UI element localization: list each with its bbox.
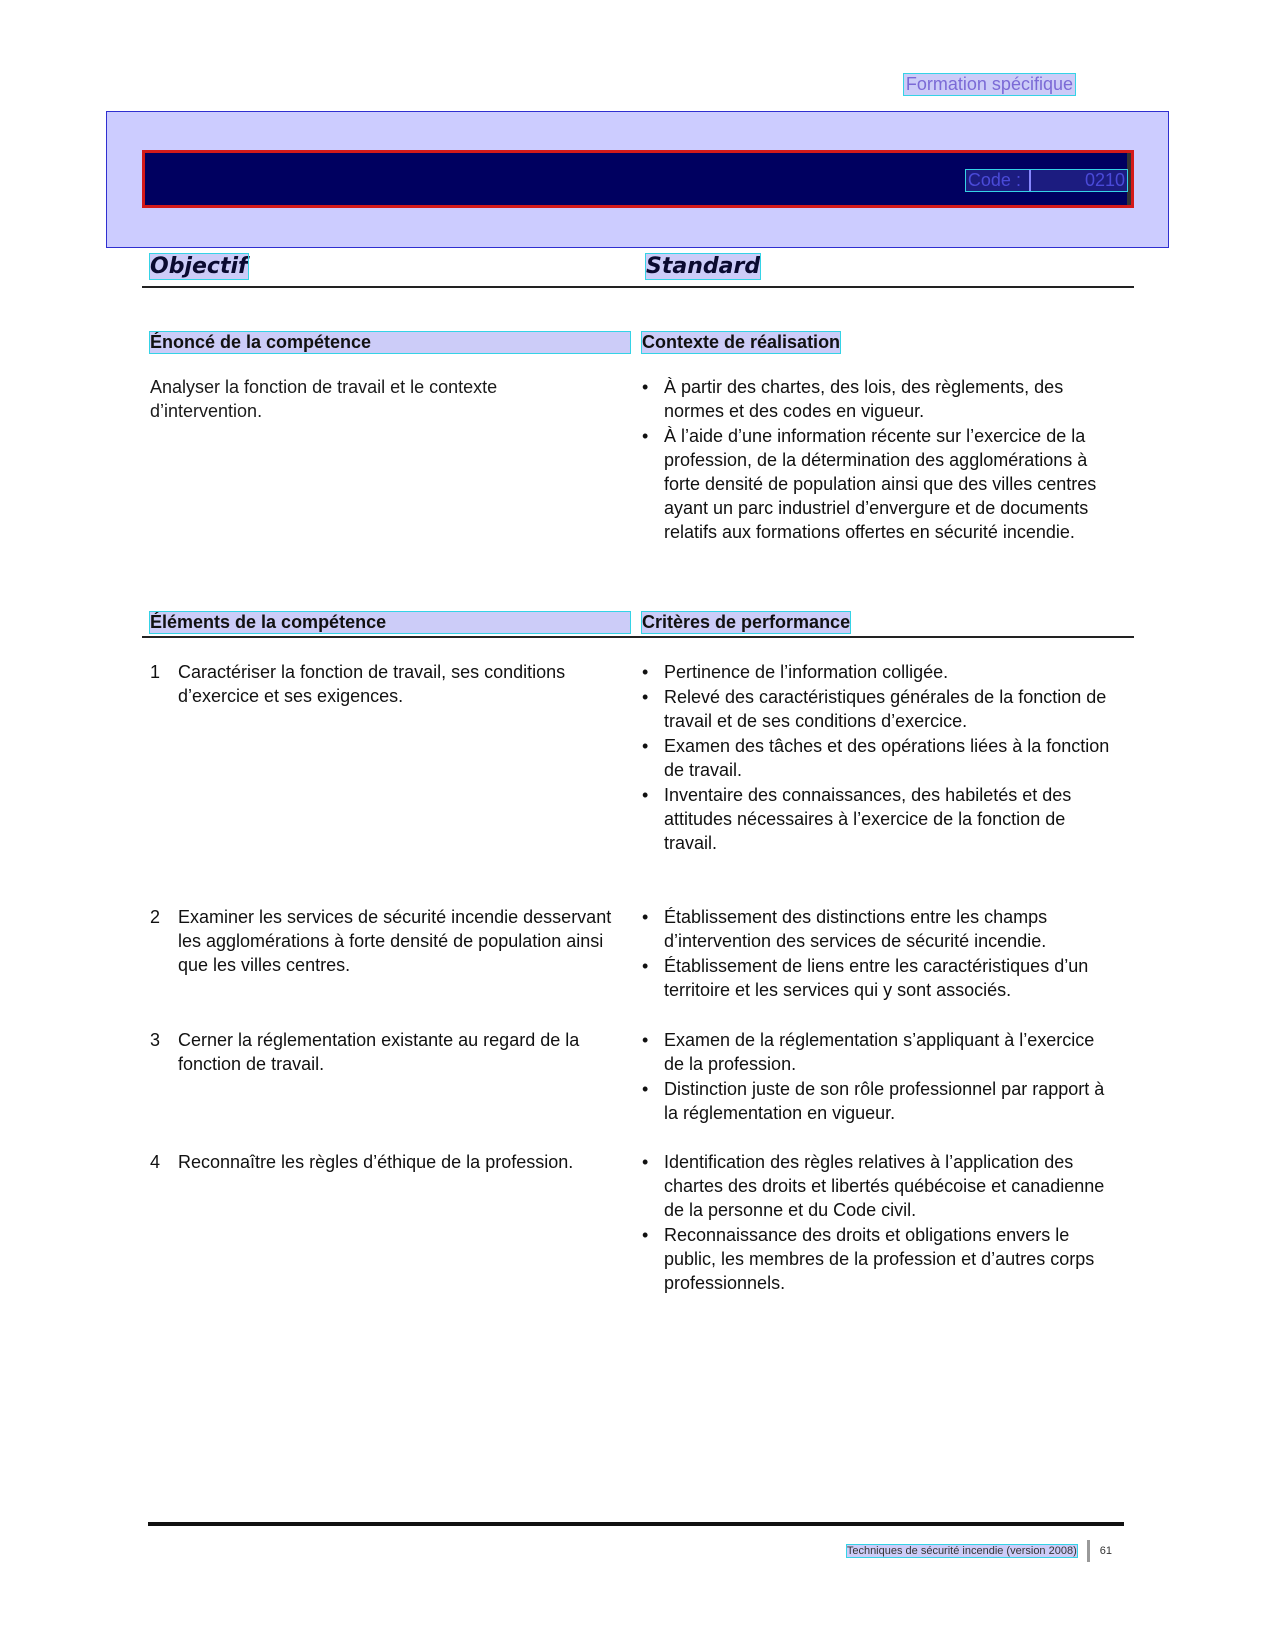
element-text: Examiner les services de sécurité incendie desservant les agglomérations à forte densité de population ainsi que les villes centres. bbox=[178, 907, 612, 975]
context-item: • À partir des chartes, des lois, des règlements, des normes et des codes en vigueur. bbox=[642, 375, 1112, 423]
element-item-4 bbox=[150, 1150, 630, 1174]
context-item: • À l’aide d’une information récente sur l’exercice de la profession, de la détermination des agglomérations à forte densité de population ainsi que des villes centres ayant un parc industriel d’envergure et de documents relatifs aux formations offertes en sécurité incendie. bbox=[642, 424, 1112, 544]
criterion: • Établissement de liens entre les caractéristiques d’un territoire et les services qui y sont associés. bbox=[642, 954, 1112, 1002]
criterion: • Inventaire des connaissances, des habiletés et des attitudes nécessaires à l’exercice de la fonction de travail. bbox=[642, 783, 1112, 855]
footer-rule bbox=[148, 1522, 1124, 1526]
criterion: • Relevé des caractéristiques générales de la fonction de travail et de ses conditions d’exercice. bbox=[642, 685, 1112, 733]
context-list bbox=[642, 375, 1112, 545]
code-label: Code : bbox=[967, 170, 1021, 190]
criterion: • Identification des règles relatives à l’application des chartes des droits et libertés québécoise et canadienne de la personne et du Code civil. bbox=[642, 1150, 1112, 1222]
section-label: Formation spécifique bbox=[905, 74, 1073, 94]
context-heading: Contexte de réalisation bbox=[642, 332, 841, 352]
elements-heading: Éléments de la compétence bbox=[150, 612, 630, 633]
competency-code bbox=[966, 170, 1127, 191]
element-number: 4 bbox=[150, 1152, 161, 1172]
criteria-list-4 bbox=[642, 1150, 1112, 1296]
criteria-list-1 bbox=[642, 660, 1112, 856]
element-text: Caractériser la fonction de travail, ses conditions d’exercice et ses exigences. bbox=[178, 662, 566, 706]
footer-separator bbox=[1087, 1540, 1090, 1562]
footer-program: Techniques de sécurité incendie (version 2008) bbox=[846, 1545, 1077, 1557]
element-text: Cerner la réglementation existante au regard de la fonction de travail. bbox=[178, 1030, 580, 1074]
element-number: 1 bbox=[150, 662, 161, 682]
column-heading-standard: Standard bbox=[646, 254, 761, 279]
criterion: • Examen des tâches et des opérations liées à la fonction de travail. bbox=[642, 734, 1112, 782]
element-text: Reconnaître les règles d’éthique de la profession. bbox=[178, 1152, 574, 1172]
column-heading-objectif: Objectif bbox=[150, 254, 248, 279]
page-footer bbox=[847, 1540, 1112, 1562]
code-separator bbox=[1029, 170, 1035, 191]
element-item-2 bbox=[150, 905, 630, 977]
elements-rule bbox=[142, 636, 1134, 638]
element-number: 3 bbox=[150, 1030, 161, 1050]
element-item-3 bbox=[150, 1028, 630, 1076]
criterion: • Établissement des distinctions entre les champs d’intervention des services de sécurité incendie. bbox=[642, 905, 1112, 953]
heading-rule bbox=[142, 286, 1134, 288]
element-item-1 bbox=[150, 660, 630, 708]
code-value: 0210 bbox=[1084, 170, 1125, 190]
criteria-list-3 bbox=[642, 1028, 1112, 1126]
page-number: 61 bbox=[1099, 1545, 1112, 1557]
criterion: • Pertinence de l’information colligée. bbox=[642, 660, 1112, 684]
competence-statement: Analyser la fonction de travail et le contexte d’intervention. bbox=[150, 377, 498, 421]
criteria-heading: Critères de performance bbox=[642, 612, 851, 632]
statement-heading: Énoncé de la compétence bbox=[150, 332, 630, 353]
element-number: 2 bbox=[150, 907, 161, 927]
criteria-list-2 bbox=[642, 905, 1112, 1003]
criterion: • Reconnaissance des droits et obligations envers le public, les membres de la profession et d’autres corps professionnels. bbox=[642, 1223, 1112, 1295]
criterion: • Distinction juste de son rôle professionnel par rapport à la réglementation en vigueur. bbox=[642, 1077, 1112, 1125]
criterion: • Examen de la réglementation s’appliquant à l’exercice de la profession. bbox=[642, 1028, 1112, 1076]
